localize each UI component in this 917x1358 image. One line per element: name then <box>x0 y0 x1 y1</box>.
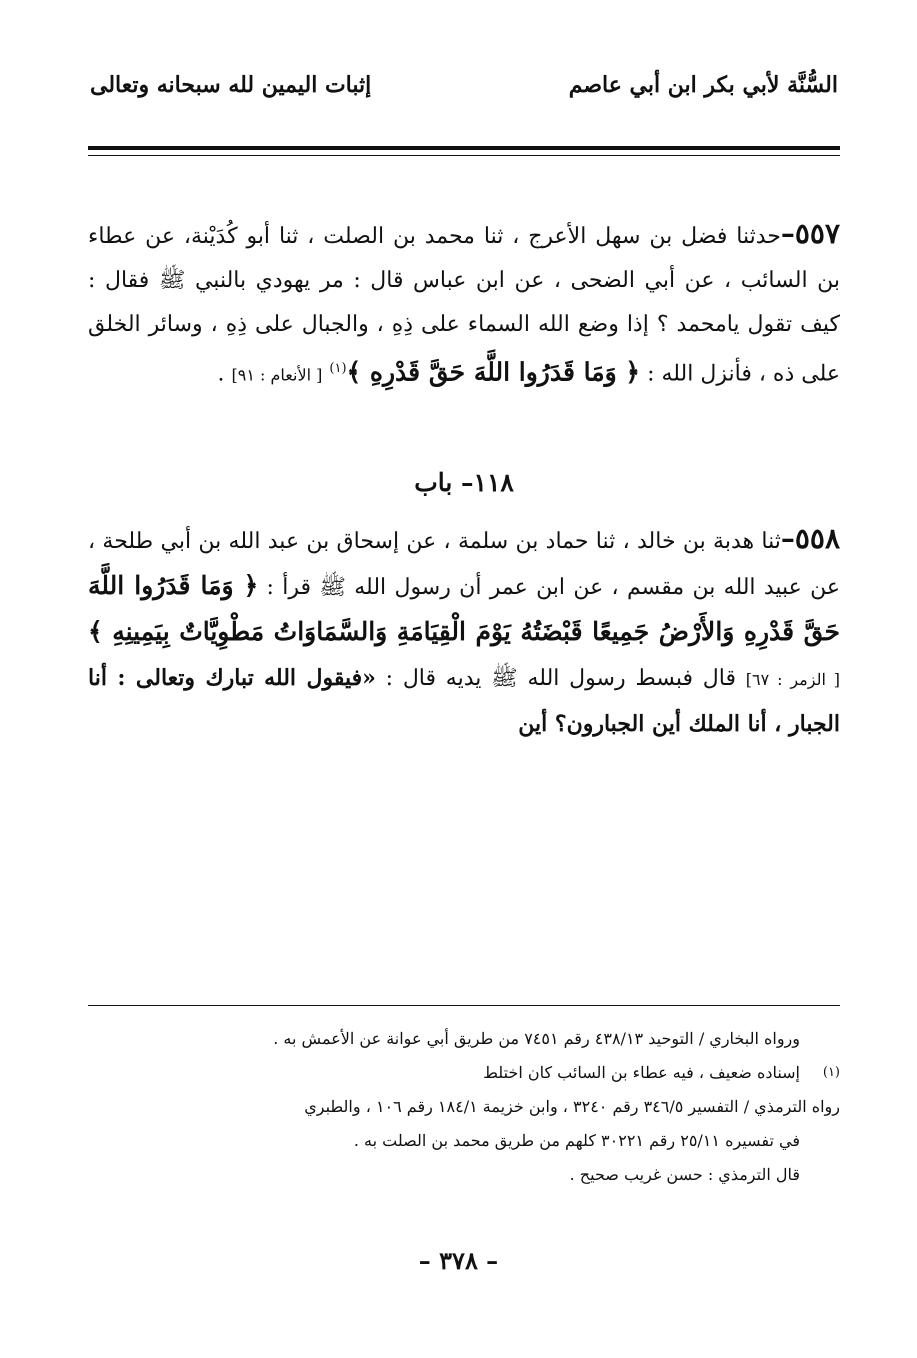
hadith-dash: – <box>780 217 795 250</box>
footnote-line: ورواه البخاري / التوحيد ٤٣٨/١٣ رقم ٧٤٥١ من طريق أبي عوانة عن الأعمش به . <box>273 1029 800 1048</box>
quran-verse: ﴿ وَمَا قَدَرُوا اللَّهَ حَقَّ قَدْرِهِ ﴾ <box>346 357 641 387</box>
main-text <box>88 212 840 747</box>
footnote-line: قال الترمذي : حسن غريب صحيح . <box>569 1165 800 1184</box>
hadith-number: ٥٥٨ <box>794 522 840 556</box>
hadith-text-continued: قال فبسط رسول الله ﷺ يديه قال : <box>385 666 736 692</box>
running-header <box>90 72 838 112</box>
footnotes <box>88 1022 840 1192</box>
hadith-text: ثنا هدبة بن خالد ، ثنا حماد بن سلمة ، عن إسحاق بن عبد الله بن أبي طلحة ، عن عبيد الله بن مقسم ، عن ابن عمر أن رسول الله ﷺ قرأ : <box>88 529 840 601</box>
footnote-rule <box>88 1005 840 1006</box>
footnote-line: في تفسيره ٢٥/١١ رقم ٣٠٢٢١ كلهم من طريق محمد بن الصلت به . <box>353 1131 800 1150</box>
section-title: ١١٨– باب <box>414 468 514 498</box>
footnote-marker: (١) <box>329 361 347 376</box>
hadith-557 <box>88 212 840 397</box>
footnote-line: رواه الترمذي / التفسير ٣٤٦/٥ رقم ٣٢٤٠ ، وابن خزيمة ١٨٤/١ رقم ١٠٦ ، والطبري <box>304 1097 840 1116</box>
footnote-line <box>88 1056 840 1090</box>
verse-reference: [ الأنعام : ٩١] <box>231 365 323 385</box>
chapter-title: إثبات اليمين لله سبحانه وتعالى <box>90 72 372 98</box>
book-title: السُّنَّة لأبي بكر ابن أبي عاصم <box>568 72 838 98</box>
sentence-end: . <box>217 361 232 387</box>
hadith-558 <box>88 517 840 747</box>
footnote-number: (١) <box>822 1065 840 1080</box>
page-number: – ٣٧٨ – <box>418 1246 499 1275</box>
hadith-text: حدثنا فضل بن سهل الأعرج ، ثنا محمد بن الصلت ، ثنا أبو كُدَيْنة، عن عطاء بن السائب ، عن أبي الضحى ، عن ابن عباس قال : مر يهودي بالنبي ﷺ فقال : كيف تقول يامحمد ؟ إذا وضع الله السماء على ذِهِ ، والجبال على ذِهِ ، وسائر الخلق على ذه ، فأنزل الله : <box>88 224 840 387</box>
verse-reference: [ الزمر : ٦٧] <box>745 670 840 690</box>
quran-verse: ﴿ وَمَا قَدَرُوا اللَّهَ حَقَّ قَدْرِهِ وَالأَرْضُ جَمِيعًا قَبْضَتُهُ يَوْمَ الْقِيَامَةِ وَالسَّمَاوَاتُ مَطْوِيَّاتٌ بِيَمِينِهِ ﴾ <box>88 571 840 647</box>
hadith-dash: – <box>780 522 795 556</box>
header-rule-thin <box>88 155 840 156</box>
hadith-number: ٥٥٧ <box>794 217 840 250</box>
header-rule-thick <box>88 146 840 150</box>
hadith-matn-bold: «فيقول الله تبارك وتعالى : أنا الجبار ، أنا الملك أين الجبارون؟ أين <box>88 665 840 738</box>
footnote-text: إسناده ضعيف ، فيه عطاء بن السائب كان اختلط <box>483 1063 800 1082</box>
